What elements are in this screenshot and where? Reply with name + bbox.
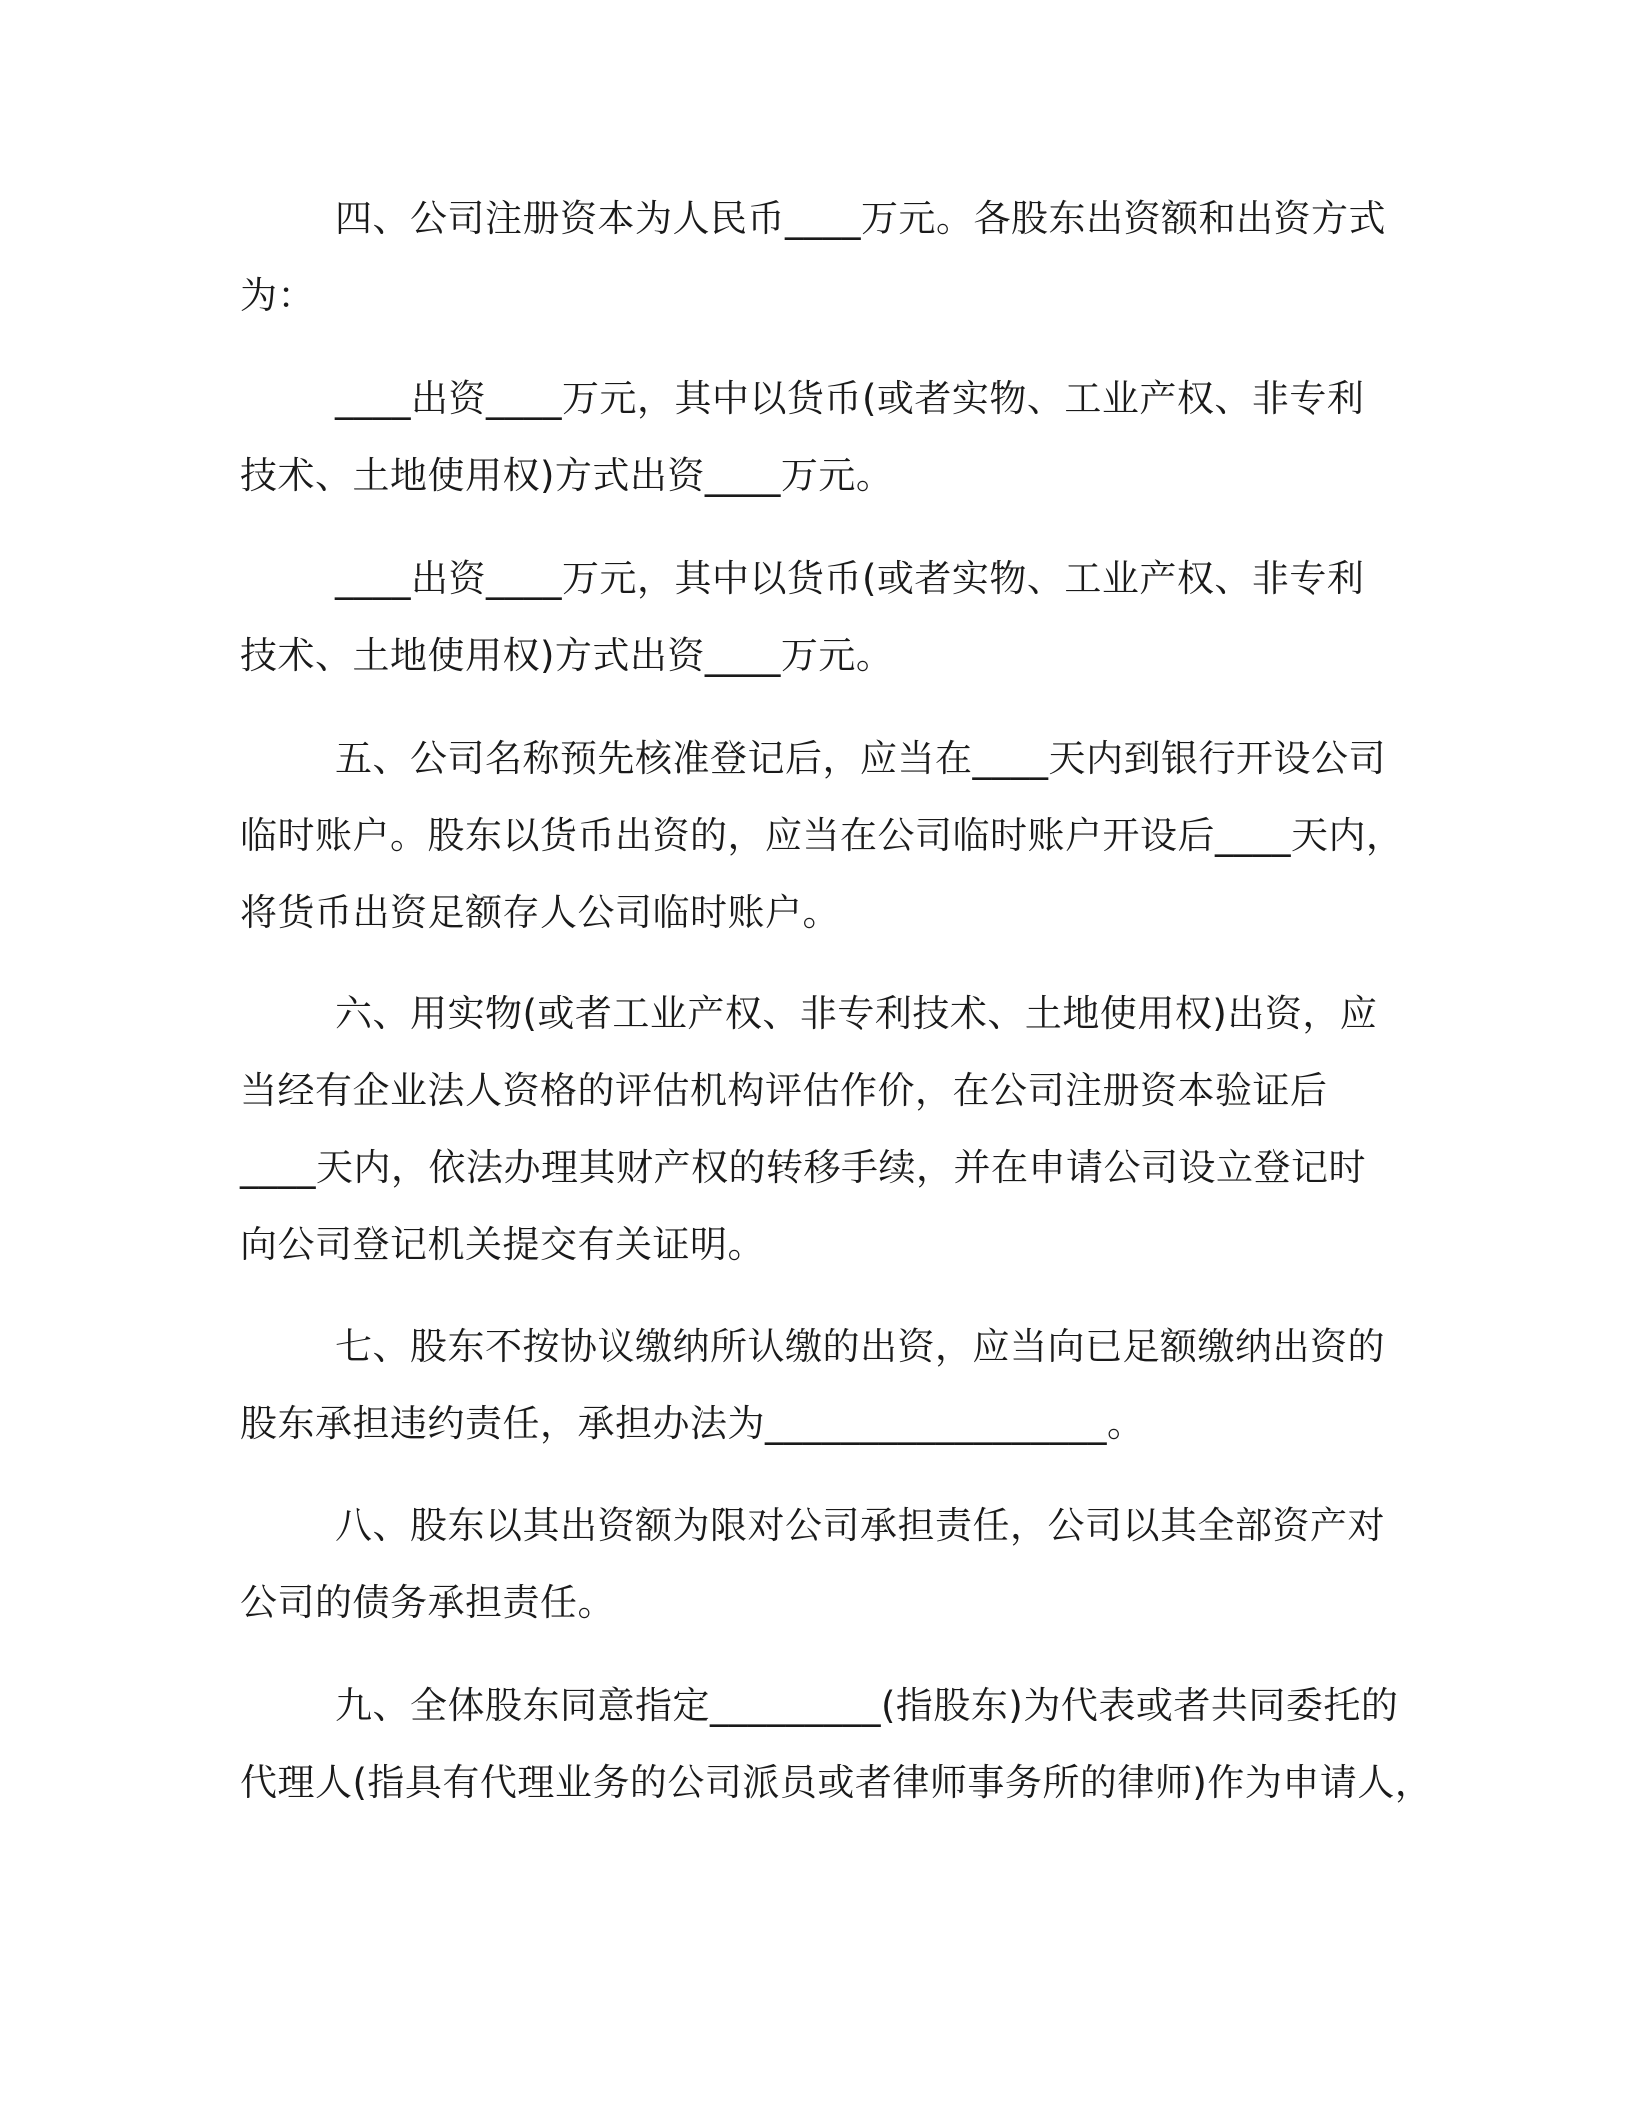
clause-8-paragraph <box>240 1487 1385 1641</box>
text-line: ____出资____万元，其中以货币(或者实物、工业产权、非专利 <box>335 557 1365 600</box>
text-line: 股东承担违约责任，承担办法为__________________。 <box>240 1402 1145 1445</box>
text-line: 当经有企业法人资格的评估机构评估作价，在公司注册资本验证后 <box>240 1069 1328 1112</box>
shareholder-1-paragraph <box>240 360 1364 514</box>
text-line: 公司的债务承担责任。 <box>240 1581 615 1624</box>
clause-5-paragraph <box>240 720 1404 951</box>
text-line: 九、全体股东同意指定_________(指股东)为代表或者共同委托的 <box>335 1684 1399 1727</box>
text-line: 技术、土地使用权)方式出资____万元。 <box>240 454 894 497</box>
text-line: ____出资____万元，其中以货币(或者实物、工业产权、非专利 <box>335 377 1365 420</box>
text-line: 技术、土地使用权)方式出资____万元。 <box>240 634 894 677</box>
text-line: 将货币出资足额存人公司临时账户。 <box>240 891 840 934</box>
clause-9-paragraph <box>240 1667 1432 1821</box>
text-line: 八、股东以其出资额为限对公司承担责任，公司以其全部资产对 <box>335 1504 1385 1547</box>
clause-6-paragraph <box>240 975 1377 1283</box>
text-line: 六、用实物(或者工业产权、非专利技术、土地使用权)出资，应 <box>335 992 1378 1035</box>
text-line: 五、公司名称预先核准登记后，应当在____天内到银行开设公司 <box>335 737 1386 780</box>
text-line: 代理人(指具有代理业务的公司派员或者律师事务所的律师)作为申请人， <box>240 1761 1433 1804</box>
text-line: 为： <box>240 274 315 317</box>
text-line: 四、公司注册资本为人民币____万元。各股东出资额和出资方式 <box>335 197 1386 240</box>
shareholder-2-paragraph <box>240 540 1364 694</box>
clause-4-paragraph <box>240 180 1386 334</box>
text-line: 向公司登记机关提交有关证明。 <box>240 1223 765 1266</box>
text-line: 七、股东不按协议缴纳所认缴的出资，应当向已足额缴纳出资的 <box>335 1325 1385 1368</box>
clause-7-paragraph <box>240 1308 1385 1462</box>
text-line: ____天内，依法办理其财产权的转移手续，并在申请公司设立登记时 <box>240 1146 1366 1189</box>
text-line: 临时账户。股东以货币出资的，应当在公司临时账户开设后____天内， <box>240 814 1404 857</box>
